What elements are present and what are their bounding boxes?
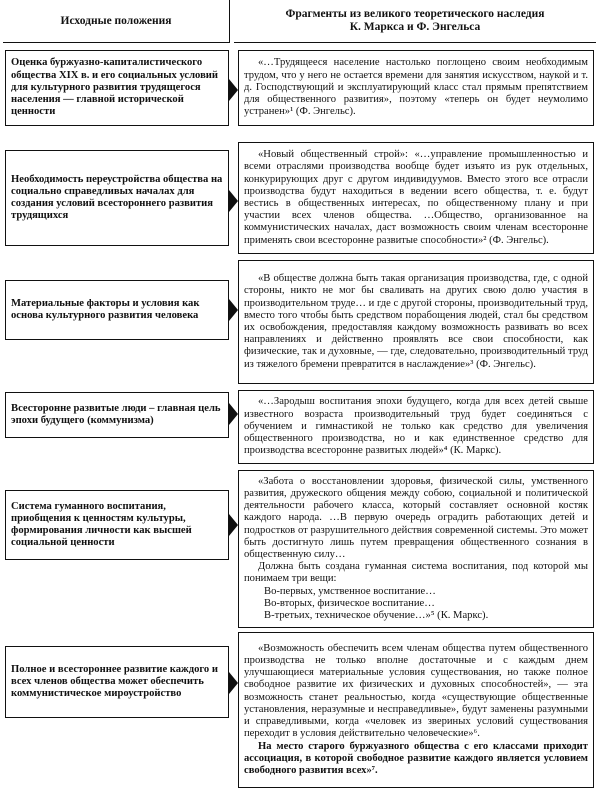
header-right bbox=[234, 0, 596, 43]
quote-list-item: В-третьих, техническое обучение…»⁵ (К. Маркс). bbox=[264, 610, 489, 622]
quote-box-5 bbox=[238, 470, 594, 628]
arrow-right-icon bbox=[229, 79, 238, 101]
position-label: Материальные факторы и условия как основа культурного развития человека bbox=[11, 297, 200, 321]
position-label: Полное и всестороннее развитие каждого и всех членов общества может обеспечить коммунистическое мироустройство bbox=[11, 663, 218, 700]
position-label: Всесторонне развитые люди – главная цель эпохи будущего (коммунизма) bbox=[11, 402, 221, 426]
arrow-right-icon bbox=[229, 190, 238, 212]
quote-paragraph: «Новый общественный строй»: «…управление промышленностью и всеми отраслями производства вообще будет изъято из рук отдельных, конкурирующих друг с другом индивидуумов. Вместо этого все отрасли производства будут находиться в ведении всего общества, т. е. будут вестись в общественных интересах, по общественному плану и при участии всех членов общества. …Общество, организованное на коммунистических началах, даст возможность своим членам всесторонне применять свои всесторонне развитые способности»² (Ф. Энгельс). bbox=[244, 149, 588, 246]
quote-box-4 bbox=[238, 390, 594, 464]
header-left bbox=[3, 0, 230, 43]
position-box-5 bbox=[5, 490, 229, 560]
header-left-title: Исходные положения bbox=[60, 14, 172, 27]
position-box-3 bbox=[5, 280, 229, 340]
arrow-right-icon bbox=[229, 672, 238, 694]
position-box-4 bbox=[5, 392, 229, 438]
position-label: Система гуманного воспитания, приобщения к ценностям культуры, формирования личности как высшей социальной ценности bbox=[11, 500, 192, 549]
arrow-right-icon bbox=[229, 514, 238, 536]
header-right-title-line2: К. Маркса и Ф. Энгельса bbox=[349, 21, 481, 33]
quote-list-item: Во-первых, умственное воспитание… bbox=[264, 585, 436, 597]
quote-box-1 bbox=[238, 50, 594, 126]
quote-paragraph: «Забота о восстановлении здоровья, физической силы, умственного развития, дружеского общения между собою, социальной и политической деятельности рабочего класса, который составляет основной костяк каждого народа. …В первую очередь оградить работающих детей и подростков от разрушительного действия современной системы. Это может быть достигнуто лишь путем превращения общественного сознания в общественную силу… bbox=[244, 475, 588, 560]
quote-box-2 bbox=[238, 142, 594, 254]
position-box-2 bbox=[5, 150, 229, 246]
quote-list-item: Во-вторых, физическое воспитание… bbox=[264, 597, 435, 609]
quote-paragraph-bold: На место старого буржуазного общества с его классами приходит ассоциация, в которой свободное развитие каждого является условием свободного развития всех»⁷. bbox=[244, 740, 588, 776]
position-label: Необходимость переустройства общества на социально справедливых началах для создания условий всестороннего развития трудящихся bbox=[11, 173, 223, 222]
arrow-right-icon bbox=[229, 299, 238, 321]
quote-paragraph: «…Трудящееся население настолько поглощено своим необходимым трудом, что у него не остается времени для занятия искусством, наукой и т. д. Господствующий и эксплуатирующий класс стал прямым препятствием для общественного развития», поэтому «теперь он будет неумолимо устранен»¹ (Ф. Энгельс). bbox=[244, 57, 588, 118]
header-right-title-line1: Фрагменты из великого теоретического наследия bbox=[285, 8, 545, 20]
quote-paragraph: «Возможность обеспечить всем членам общества путем общественного производства не только вполне достаточные и с каждым днем улучшающиеся материальные условия существования, но также полное свободное развитие их физических и духовных способностей», — эта возможность станет реальностью, когда «существующие общественные установления, неразумные и несправедливые», будут заменены разумными и справедливыми, когда «человек из звериных условий существования переходит в условия действительно человеческие»⁶. bbox=[244, 642, 588, 740]
quote-box-3 bbox=[238, 260, 594, 384]
quote-paragraph: «…Зародыш воспитания эпохи будущего, когда для всех детей свыше известного возраста производительный труд будет соединяться с обучением и гимнастикой не только как средство для увеличения общественного производства, но и как единственное средство для производства всесторонне развитых людей»⁴ (К. Маркс). bbox=[244, 396, 588, 457]
quote-paragraph: «В обществе должна быть такая организация производства, где, с одной стороны, никто не мог бы сваливать на других свою долю участия в производительном труде… и где с другой стороны, производительный труд, вместо того чтобы быть средством порабощения людей, стал бы средством их освобождения, предоставляя каждому возможность развивать во всех направлениях и действенно проявлять все свои способности, как физические, так и духовные, — где, следовательно, производительный труд из тяжелого бремени превратится в наслаждение»³ (Ф. Энгельс). bbox=[244, 273, 588, 370]
position-box-1 bbox=[5, 50, 229, 126]
position-box-6 bbox=[5, 646, 229, 718]
position-label: Оценка буржуазно-капиталистического общества XIX в. и его социальных условий для культурного развития трудящегося населения — главной исторической ценности bbox=[11, 57, 219, 118]
quote-box-6 bbox=[238, 632, 594, 788]
arrow-right-icon bbox=[229, 403, 238, 425]
quote-paragraph: Должна быть создана гуманная система воспитания, под которой мы понимаем три вещи: bbox=[244, 561, 588, 585]
